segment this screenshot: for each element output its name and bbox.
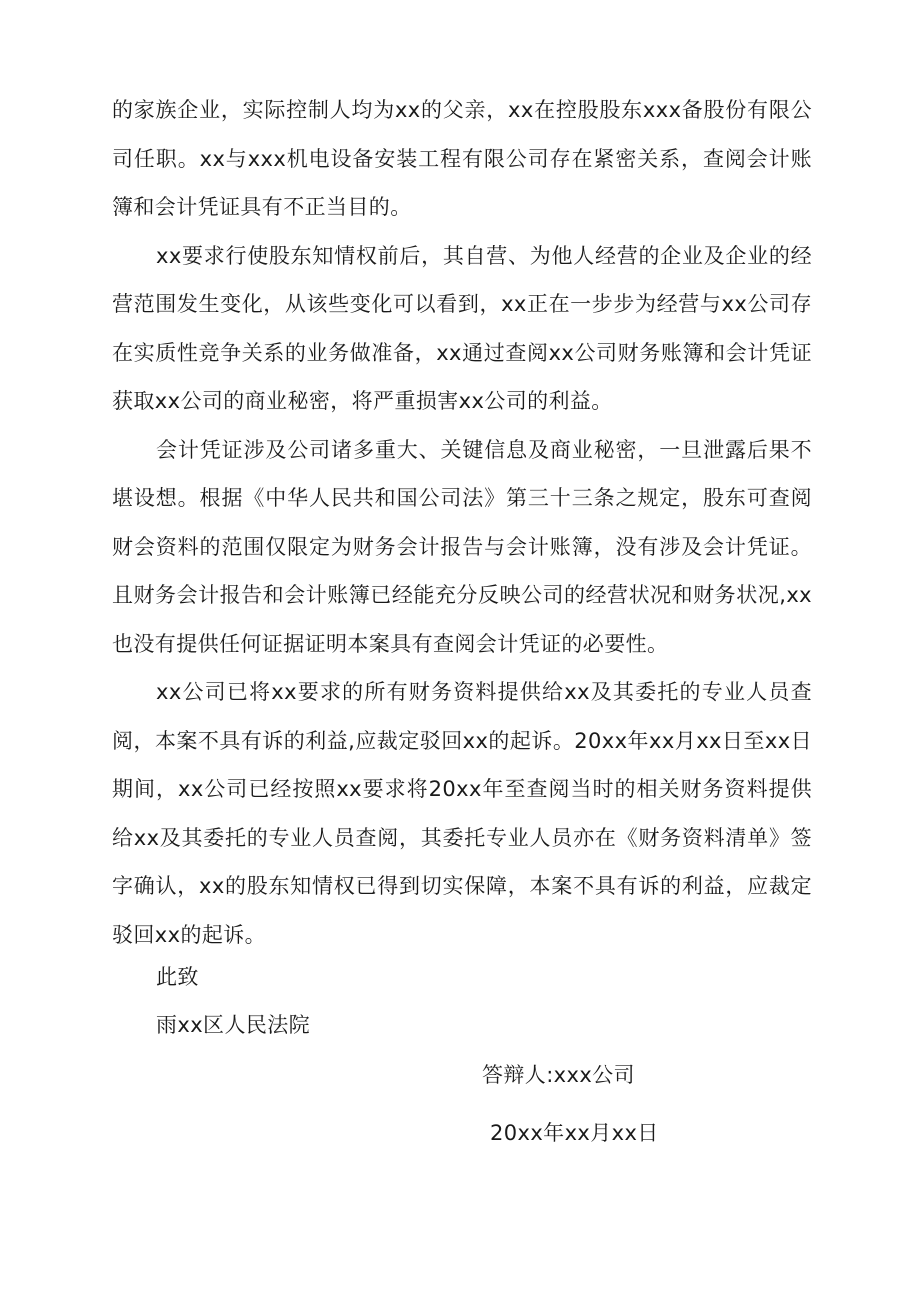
paragraph-1: 的家族企业，实际控制人均为xx的父亲，xx在控股股东xxx备股份有限公司任职。xx与xxx机电设备安装工程有限公司存在紧密关系，查阅会计账簿和会计凭证具有不正当目的。 (112, 98, 812, 219)
respondent-signature: 答辩人:xxx公司 (482, 1063, 635, 1087)
paragraph-3: 会计凭证涉及公司诸多重大、关键信息及商业秘密，一旦泄露后果不堪设想。根据《中华人民共和国公司法》第三十三条之规定，股东可查阅财会资料的范围仅限定为财务会计报告与会计账簿，没有涉及会计凭证。且财务会计报告和会计账簿已经能充分反映公司的经营状况和财务状况,xx也没有提供任何证据证明本案具有查阅会计凭证的必要性。 (112, 437, 812, 656)
signature-date: 20xx年xx月xx日 (490, 1121, 659, 1145)
addressee-court: 雨xx区人民法院 (156, 1013, 311, 1037)
salutation: 此致 (156, 965, 199, 989)
document-body (112, 86, 812, 959)
paragraph-2: xx要求行使股东知情权前后，其自营、为他人经营的企业及企业的经营范围发生变化，从该些变化可以看到，xx正在一步步为经营与xx公司存在实质性竞争关系的业务做准备，xx通过查阅xx公司财务账簿和会计凭证获取xx公司的商业秘密，将严重损害xx公司的利益。 (112, 243, 812, 413)
paragraph-4: xx公司已将xx要求的所有财务资料提供给xx及其委托的专业人员查阅，本案不具有诉的利益,应裁定驳回xx的起诉。20xx年xx月xx日至xx日期间，xx公司已经按照xx要求将20xx年至查阅当时的相关财务资料提供给xx及其委托的专业人员查阅，其委托专业人员亦在《财务资料清单》签字确认，xx的股东知情权已得到切实保障，本案不具有诉的利益，应裁定驳回xx的起诉。 (112, 680, 812, 947)
